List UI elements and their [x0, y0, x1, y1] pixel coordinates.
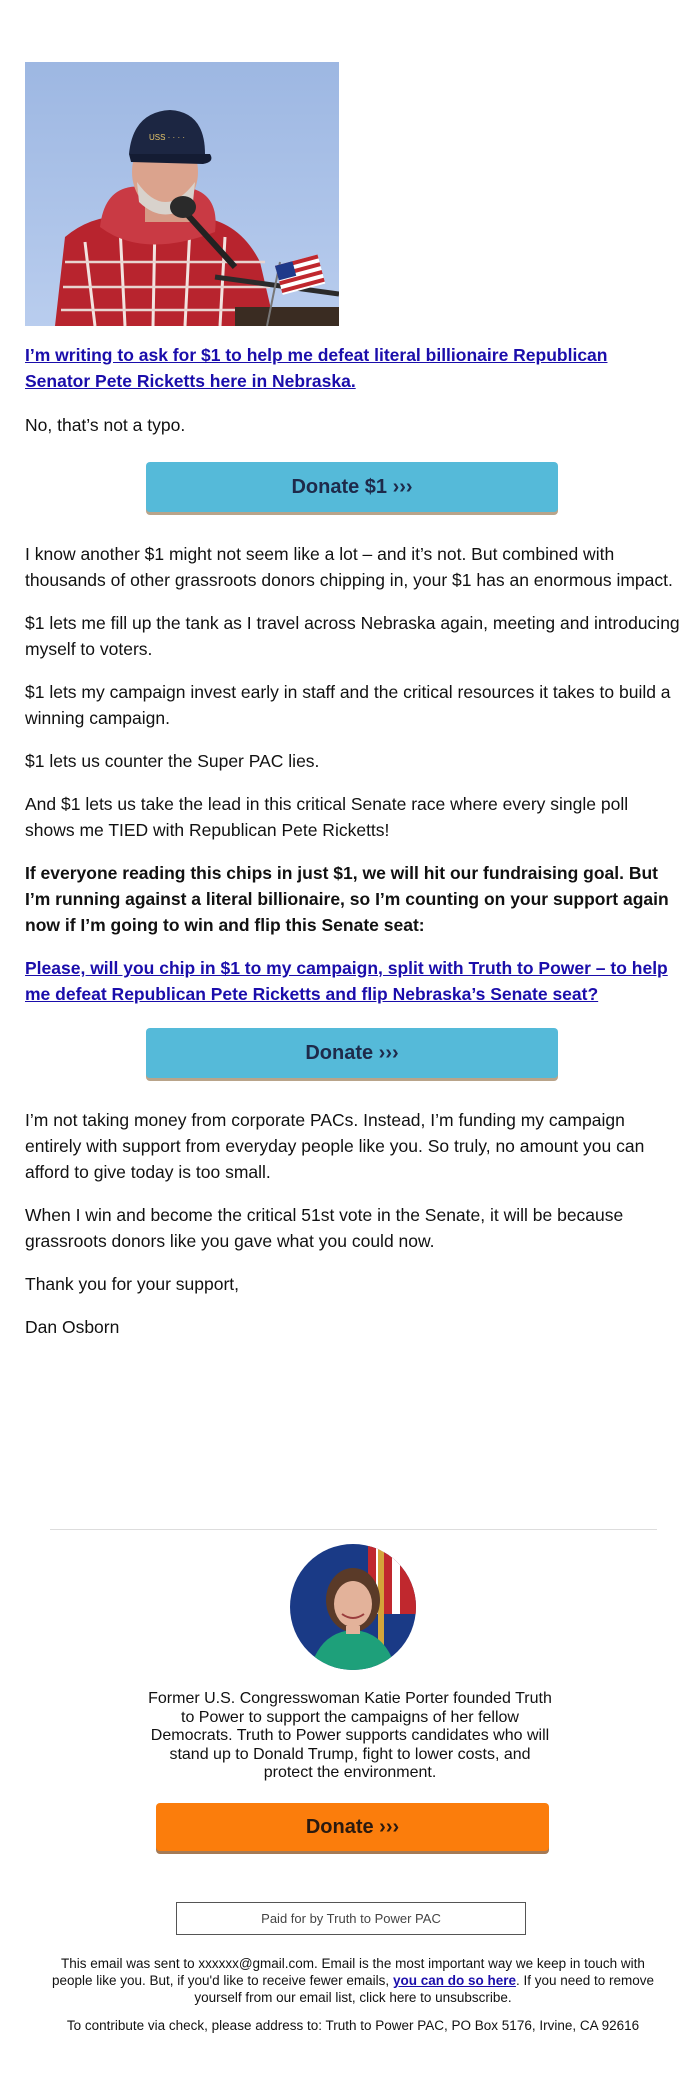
typo-line: No, that’s not a typo.	[25, 415, 186, 435]
fewer-emails-link[interactable]: you can do so here	[392, 1973, 516, 1988]
paragraph-thanks: Thank you for your support,	[25, 1274, 239, 1294]
unsubscribe-text: . If you need to remove yourself from our email list, click here to unsubscribe.	[194, 1973, 655, 2005]
paragraph-superpac: $1 lets us counter the Super PAC lies.	[25, 751, 320, 771]
headline-donate-link[interactable]: I’m writing to ask for $1 to help me defeat literal billionaire Republican Senator Pete Ricketts here in Nebraska.	[25, 345, 608, 391]
chip-in-link[interactable]: Please, will you chip in $1 to my campaign, split with Truth to Power – to help me defeat Republican Pete Ricketts and flip Nebraska’s Senate seat?	[25, 958, 668, 1004]
paragraph-51st-vote: When I win and become the critical 51st vote in the Senate, it will be because grassroots donors like you gave what you could now.	[25, 1205, 624, 1251]
email-preferences-note	[45, 1955, 661, 2006]
signature: Dan Osborn	[25, 1317, 120, 1337]
sent-to-text: This email was sent to xxxxxx@gmail.com. Email is the most important way we keep in touch with people like you. But, if you'd like to receive fewer emails,	[51, 1956, 645, 1988]
donate-2-button[interactable]: Donate ›››	[146, 1028, 558, 1078]
donate-1-button[interactable]: Donate $1 ›››	[146, 462, 558, 512]
paragraph-tank: $1 lets me fill up the tank as I travel across Nebraska again, meeting and introducing myself to voters.	[25, 613, 680, 659]
paragraph-poll: And $1 lets us take the lead in this critical Senate race where every single poll shows me TIED with Republican Pete Ricketts!	[25, 794, 629, 840]
candidate-photo	[25, 62, 339, 326]
paid-for-disclaimer: Paid for by Truth to Power PAC	[176, 1902, 526, 1935]
paragraph-corporate-pacs: I’m not taking money from corporate PACs. Instead, I’m funding my campaign entirely with support from everyday people like you. So truly, no amount you can afford to give today is too small.	[25, 1110, 645, 1182]
truth-to-power-about: Former U.S. Congresswoman Katie Porter founded Truth to Power to support the campaigns of her fellow Democrats. Truth to Power supports candidates who will stand up to Donald Trump, fight to lower costs, and protect the environment.	[148, 1690, 552, 1781]
paragraph-impact: I know another $1 might not seem like a lot – and it’s not. But combined with thousands of other grassroots donors chipping in, your $1 has an enormous impact.	[25, 544, 673, 590]
footer-donate-button[interactable]: Donate ›››	[156, 1803, 549, 1851]
paragraph-staff: $1 lets my campaign invest early in staff and the critical resources it takes to build a winning campaign.	[25, 682, 671, 728]
porter-avatar	[290, 1544, 416, 1670]
check-address: To contribute via check, please address to: Truth to Power PAC, PO Box 5176, Irvine, CA 92616	[66, 2018, 640, 2033]
paragraph-goal: If everyone reading this chips in just $1, we will hit our fundraising goal. But I’m running against a literal billionaire, so I’m counting on your support again now if I’m going to win and flip this Senate seat:	[25, 863, 669, 935]
svg-text:USS · · · ·: USS · · · ·	[149, 133, 185, 142]
footer-divider	[50, 1529, 657, 1530]
